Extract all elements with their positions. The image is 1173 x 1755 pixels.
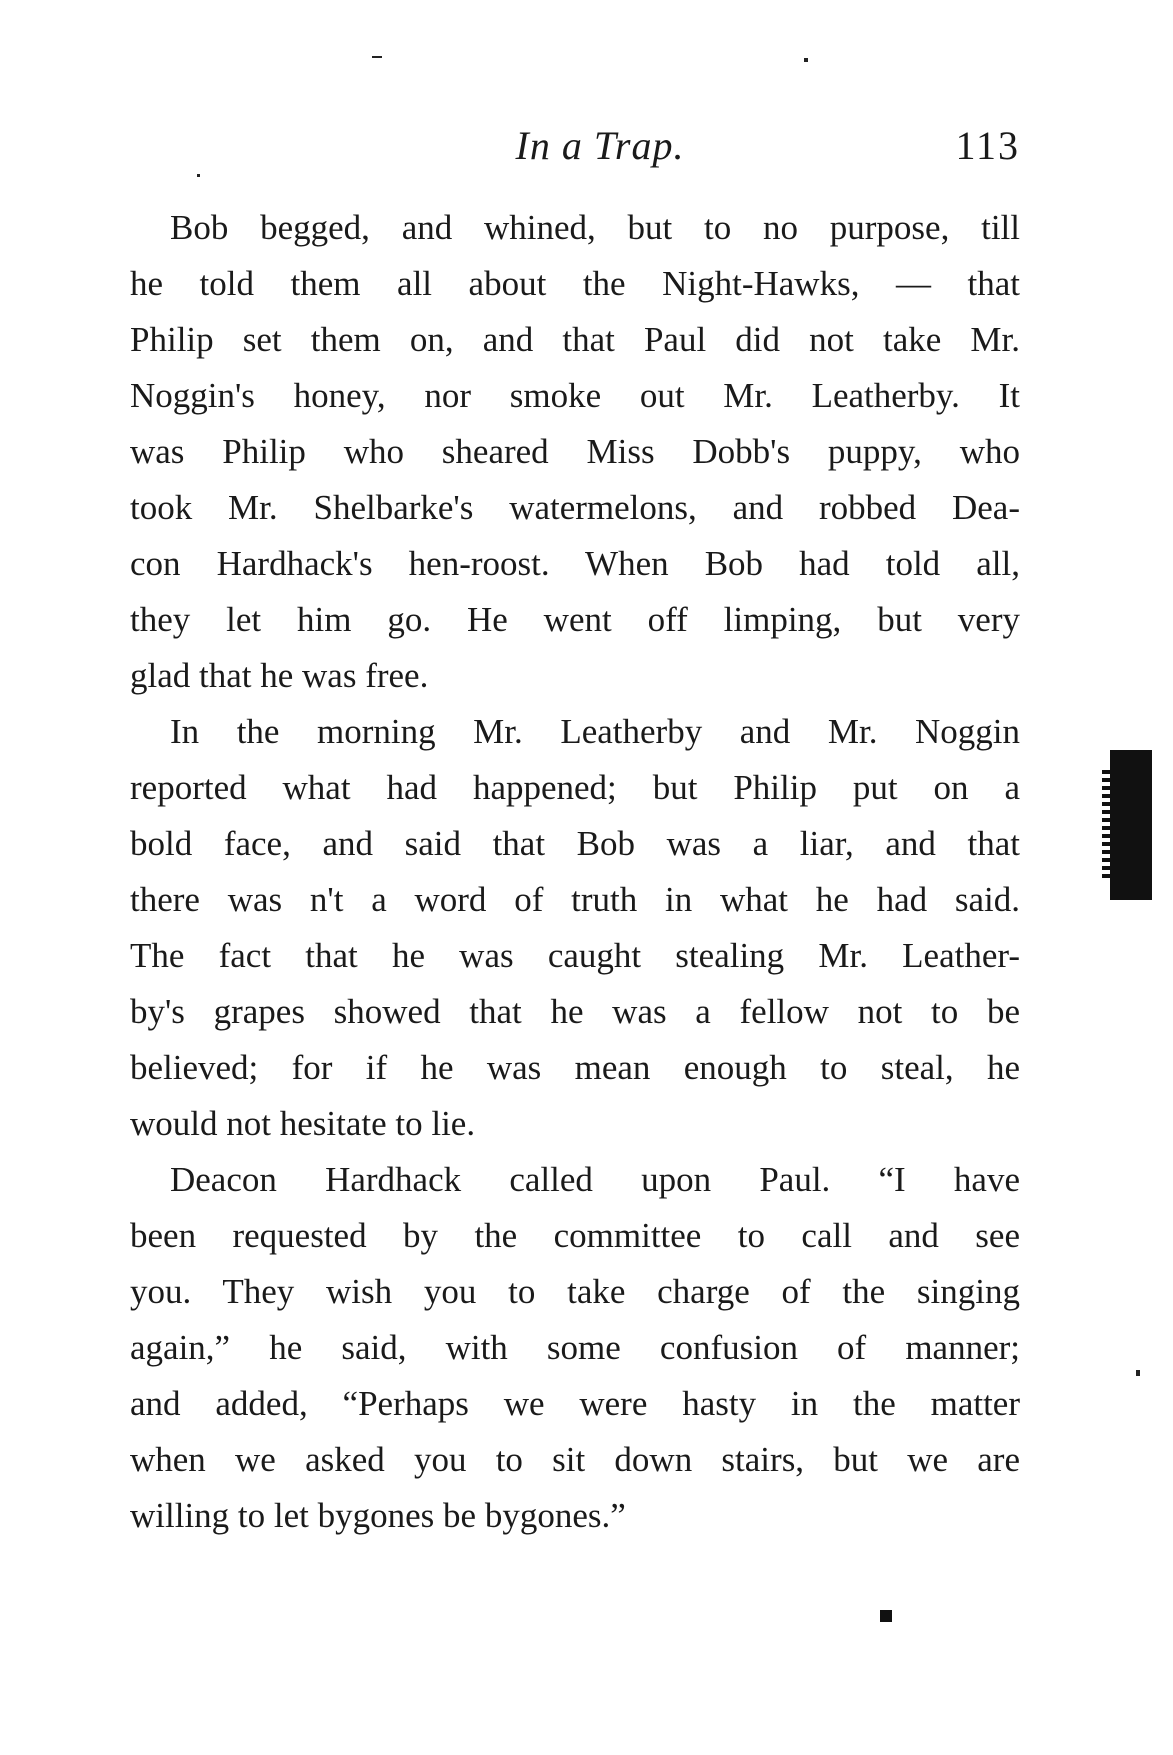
text-line: Philip set them on, and that Paul did not take Mr. (130, 320, 1020, 359)
print-speck (197, 174, 200, 177)
running-title: In a Trap. (515, 123, 685, 168)
text-line: you. They wish you to take charge of the singing (130, 1272, 1020, 1311)
body-text (130, 200, 1020, 1544)
print-speck (804, 58, 808, 62)
text-line: they let him go. He went off limping, but very (130, 600, 1020, 639)
page-edge-mark (1110, 750, 1152, 900)
page-number: 113 (955, 123, 1020, 168)
end-mark (880, 1610, 892, 1622)
text-line: Bob begged, and whined, but to no purpose, till (170, 208, 1020, 247)
text-line: again,” he said, with some confusion of manner; (130, 1328, 1020, 1367)
text-line: Noggin's honey, nor smoke out Mr. Leatherby. It (130, 376, 1020, 415)
text-line: In the morning Mr. Leatherby and Mr. Noggin (170, 712, 1020, 751)
text-line: glad that he was free. (130, 656, 429, 695)
text-line: con Hardhack's hen-roost. When Bob had told all, (130, 544, 1020, 583)
text-line: by's grapes showed that he was a fellow not to be (130, 992, 1020, 1031)
paragraph-1 (130, 200, 1020, 704)
text-line: was Philip who sheared Miss Dobb's puppy, who (130, 432, 1020, 471)
print-speck (372, 56, 382, 58)
paragraph-3 (130, 1152, 1020, 1544)
text-line: when we asked you to sit down stairs, but we are (130, 1440, 1020, 1479)
text-line: took Mr. Shelbarke's watermelons, and robbed Dea- (130, 488, 1020, 527)
text-line: Deacon Hardhack called upon Paul. “I have (170, 1160, 1020, 1199)
text-line: The fact that he was caught stealing Mr. Leather- (130, 936, 1020, 975)
text-line: and added, “Perhaps we were hasty in the matter (130, 1384, 1020, 1423)
text-line: would not hesitate to lie. (130, 1104, 476, 1143)
text-line: he told them all about the Night-Hawks, — that (130, 264, 1020, 303)
text-line: there was n't a word of truth in what he had said. (130, 880, 1020, 919)
paragraph-2 (130, 704, 1020, 1152)
text-line: been requested by the committee to call and see (130, 1216, 1020, 1255)
text-line: bold face, and said that Bob was a liar, and that (130, 824, 1020, 863)
text-line: believed; for if he was mean enough to steal, he (130, 1048, 1020, 1087)
running-head (130, 122, 1020, 172)
print-speck (1136, 1370, 1140, 1376)
text-line: reported what had happened; but Philip put on a (130, 768, 1020, 807)
text-line: willing to let bygones be bygones.” (130, 1496, 626, 1535)
